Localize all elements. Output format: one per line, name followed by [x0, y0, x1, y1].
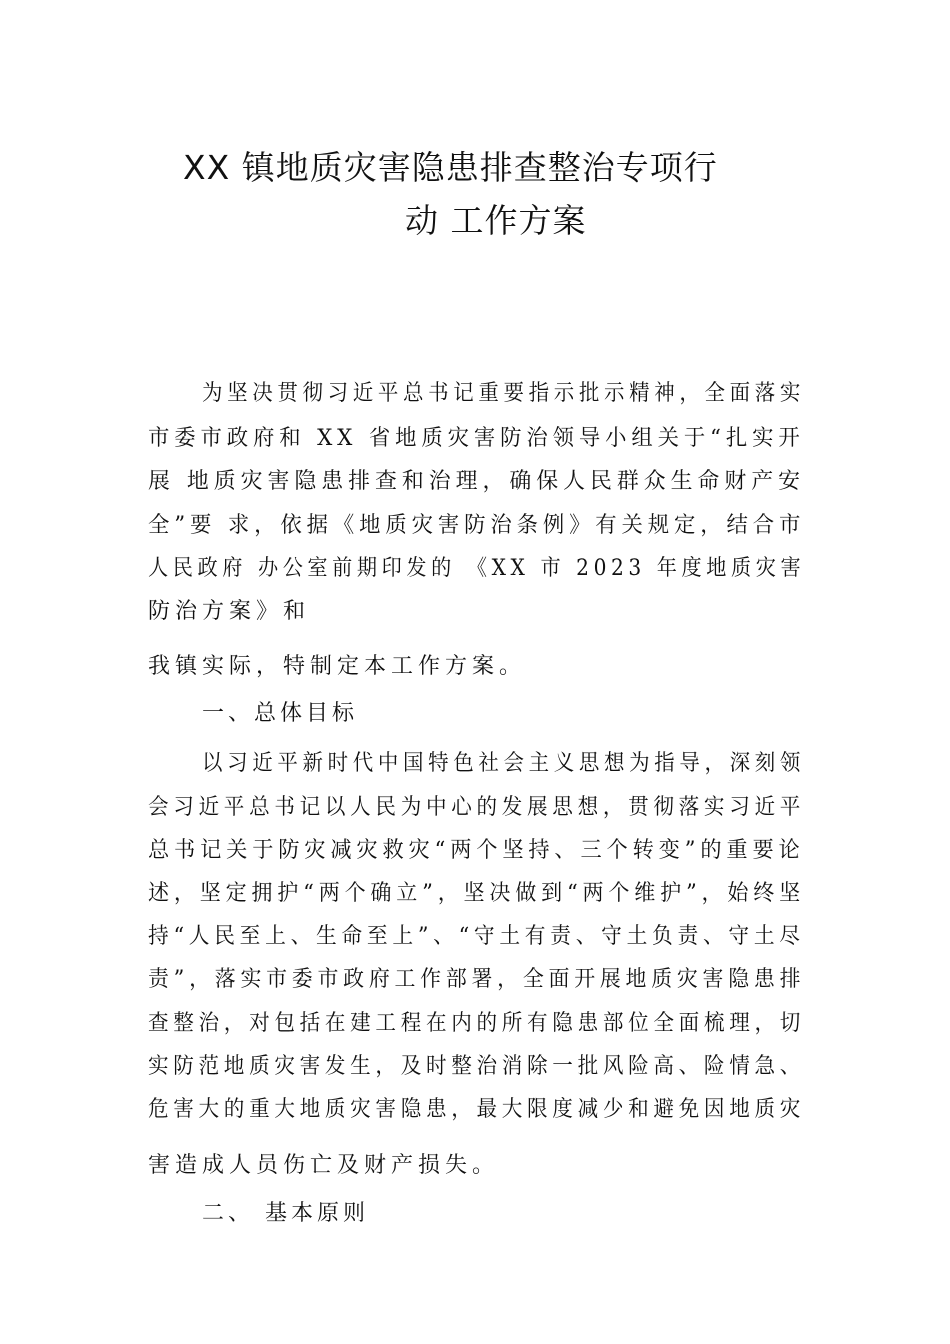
section-1-line: 责”，落实市委市政府工作部署，全面开展地质灾害隐患排	[148, 967, 806, 992]
intro-line: 为坚决贯彻习近平总书记重要指示批示精神，全面落实	[202, 381, 806, 406]
section-1-line: 查整治，对包括在建工程在内的所有隐患部位全面梳理，切	[148, 1011, 806, 1036]
section-1-line: 会习近平总书记以人民为中心的发展思想，贯彻落实习近平	[148, 795, 806, 820]
section-1-line: 实防范地质灾害发生，及时整治消除一批风险高、险情急、	[148, 1054, 806, 1079]
intro-line: 人民政府 办公室前期印发的 《XX 市 2023 年度地质灾害	[148, 556, 806, 581]
document-title-line-2: 动 工作方案	[405, 201, 587, 240]
section-heading-2: 二、 基本原则	[202, 1201, 369, 1226]
intro-line: 防治方案》和	[148, 599, 311, 624]
intro-line: 展 地质灾害隐患排查和治理，确保人民群众生命财产安	[148, 469, 806, 494]
section-1-line: 持“人民至上、生命至上”、“守土有责、守土负责、守土尽	[148, 924, 805, 949]
intro-line: 市委市政府和 XX 省地质灾害防治领导小组关于“扎实开	[148, 426, 805, 451]
intro-line: 全”要 求，依据《地质灾害防治条例》有关规定，结合市	[148, 513, 806, 538]
intro-line: 我镇实际，特制定本工作方案。	[148, 654, 527, 679]
section-1-line: 害造成人员伤亡及财产损失。	[148, 1153, 500, 1178]
document-title-line-1: XX 镇地质灾害隐患排查整治专项行	[183, 148, 718, 187]
section-heading-1: 一、总体目标	[202, 701, 359, 726]
section-1-line: 总书记关于防灾减灾救灾“两个坚持、三个转变”的重要论	[148, 838, 805, 863]
section-1-line: 以习近平新时代中国特色社会主义思想为指导，深刻领	[202, 751, 806, 776]
section-1-line: 述，坚定拥护“两个确立”，坚决做到“两个维护”，始终坚	[148, 881, 805, 906]
section-1-line: 危害大的重大地质灾害隐患，最大限度减少和避免因地质灾	[148, 1097, 806, 1122]
